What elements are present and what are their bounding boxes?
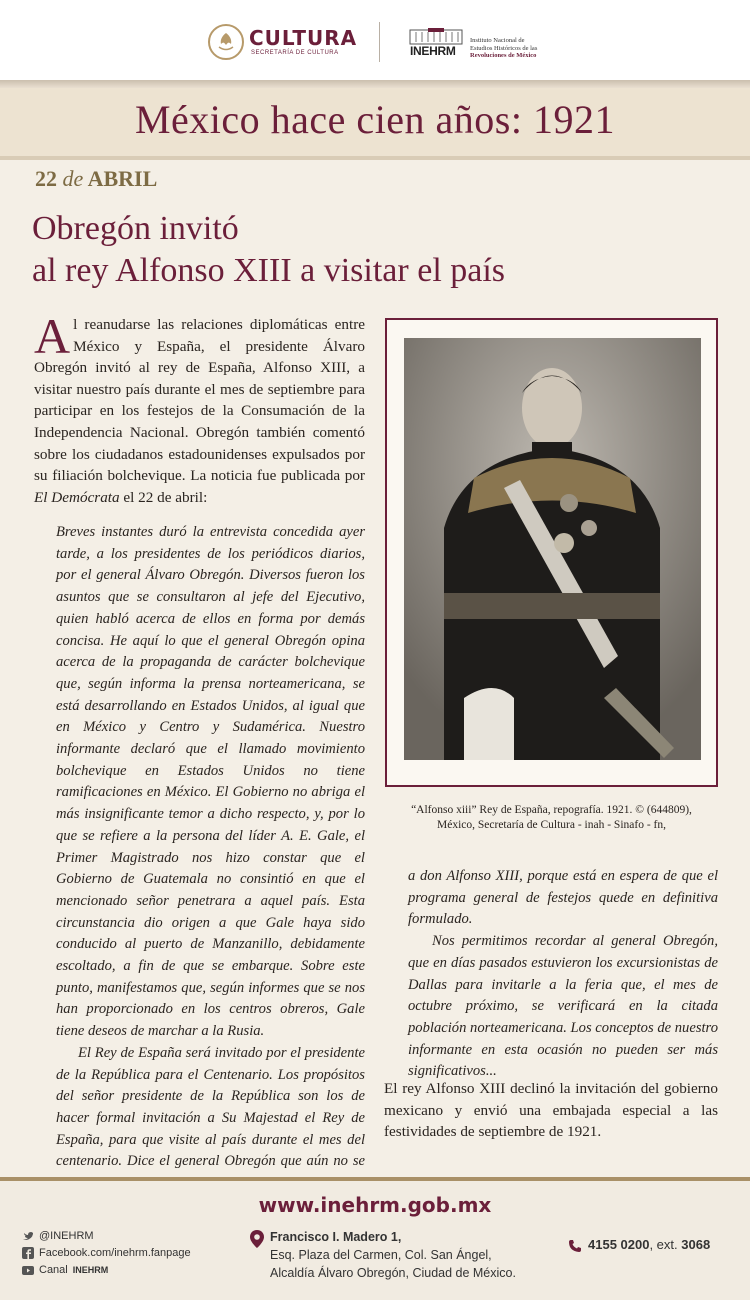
address-street: Francisco I. Madero 1, (270, 1230, 402, 1244)
headline-line-1: Obregón invitó (32, 210, 239, 247)
date-de: de (62, 166, 84, 191)
headline-line-2: al rey Alfonso XIII a visitar el país (32, 252, 506, 289)
youtube-channel: INEHRM (72, 1265, 109, 1275)
banner-divider (0, 156, 750, 160)
youtube-prefix: Canal (39, 1264, 68, 1276)
photo-caption (385, 803, 718, 833)
drop-cap: A (34, 308, 71, 364)
phone-ext-number: 3068 (681, 1237, 711, 1252)
address-line-3: Alcaldía Álvaro Obregón, Ciudad de México. (270, 1266, 516, 1280)
eagle-emblem-icon (208, 24, 244, 60)
inehrm-inst-line: Revoluciones de México (470, 52, 537, 59)
twitter-link[interactable] (22, 1230, 94, 1242)
quote-block-left (56, 522, 365, 1195)
date-day: 22 (35, 166, 57, 191)
inehrm-institution (470, 37, 537, 60)
article-date (35, 166, 157, 192)
phone-main: 4155 0200 (588, 1237, 650, 1252)
facebook-icon (22, 1247, 34, 1259)
inehrm-inst-line: Instituto Nacional de (470, 37, 525, 44)
portrait-photo (404, 338, 701, 760)
date-month: ABRIL (87, 166, 158, 191)
lead-end: el 22 de abril: (123, 488, 208, 506)
lead-text: l reanudarse las relaciones diplomáticas entre México y España, el presidente Álvaro Obregón invitó al rey de España, Alfonso XIII, a visitar nuestro país durante el mes de septiembre para participar en los festejos de la Consumación de la Independencia Nacional. Obregón también comentó sobre los ciudadanos estadounidenses expulsados por su filiación bolchevique. La noticia fue publicada por (34, 316, 365, 485)
header-shadow (0, 80, 750, 88)
quote-paragraph-3: a don Alfonso XIII, porque está en espera de que el programa general de festejos quede en definitiva formulado. (408, 868, 718, 928)
article-headline (32, 208, 505, 292)
facebook-url: Facebook.com/inehrm.fanpage (39, 1247, 191, 1259)
inehrm-logo[interactable]: INEHRM (410, 44, 456, 58)
banner-title: México hace cien años: 1921 (134, 97, 615, 142)
caption-line-1: “Alfonso xiii” Rey de España, repografía. 1921. © (644809), (411, 804, 692, 816)
quote-paragraph-2: El Rey de España será invitado por el presidente de la República para el Centenario. Los propósitos del señor presidente de la República son los de hacer formal invitación a Su Majestad el Rey de España, para que visite al país durante el mes del centenario. Dice el general Obregón que aún no se (56, 1044, 365, 1170)
quote-paragraph-4: Nos permitimos recordar al general Obregón, que en días pasados estuvieron los excursionistas de Dallas para invitarle a la feria que, el mes de octubre próximo, se verificará en la citada población norteamericana. Los conceptos de nuestro informante en esta ocasión no pueden ser más significativos... (408, 933, 718, 1080)
facebook-link[interactable] (22, 1247, 191, 1259)
twitter-handle: @INEHRM (39, 1230, 94, 1242)
closing-paragraph: El rey Alfonso XIII declinó la invitación del gobierno mexicano y envió una embajada especial a las festividades de septiembre de 1921. (384, 1080, 718, 1141)
website-link[interactable]: www.inehrm.gob.mx (258, 1193, 492, 1217)
caption-line-2: México, Secretaría de Cultura - inah - Sinafo - fn, (437, 819, 666, 831)
phone-ext-label: , ext. (649, 1237, 678, 1252)
header (0, 0, 750, 80)
phone-icon (568, 1239, 582, 1253)
twitter-icon (22, 1230, 34, 1242)
logo-divider (379, 22, 380, 62)
address-line-2: Esq. Plaza del Carmen, Col. San Ángel, (270, 1248, 492, 1262)
quote-block-right (408, 866, 718, 1083)
cultura-logo[interactable]: CULTURA (249, 26, 358, 50)
youtube-icon (22, 1264, 34, 1276)
phone-number[interactable] (588, 1237, 710, 1252)
lead-paragraph (34, 308, 365, 508)
cultura-subtitle: SECRETARÍA DE CULTURA (251, 50, 339, 56)
lead-source: El Demócrata (34, 488, 120, 506)
address-block (270, 1228, 516, 1282)
youtube-link[interactable] (22, 1264, 108, 1276)
inehrm-inst-line: Estudios Históricos de las (470, 44, 538, 52)
quote-paragraph-1: Breves instantes duró la entrevista concedida ayer tarde, a los presidentes de los periódicos diarios, por el general Álvaro Obregón. Diversos fueron los asuntos que se consultaron al jefe del Ejecutivo, quien habló acerca de ellos en forma por demás concisa. He aquí lo que el general Obregón opina acerca de la propaganda de carácter bolchevique que, según informa la prensa norteamericana, se está desarrollando en Estados Unidos, al igual que en México y Centro y Sudamérica. Nuestro informante declaró que el llamado movimiento bolchevique en Estados Unidos no tiene ramificaciones en México. El Gobierno no abriga el más insignificante temor a dicho respecto, y, por lo que se refiere a la persona del líder A. E. Gale, el Primer Magistrado nos hizo constar que el Gobierno de Guatemala no consintió en que el mencionado señor penetrara a aquel país. Esta circunstancia dio origen a que Gale haya sido conducido al puerto de Manzanillo, debidamente escoltado, a fin de que se embarque. Sobre este punto, manifestamos que, según informes que se nos han proporcionado en los centros obreros, Gale tiene deseos de marchar a la Rusia. (56, 524, 365, 1040)
location-pin-icon (250, 1230, 264, 1248)
